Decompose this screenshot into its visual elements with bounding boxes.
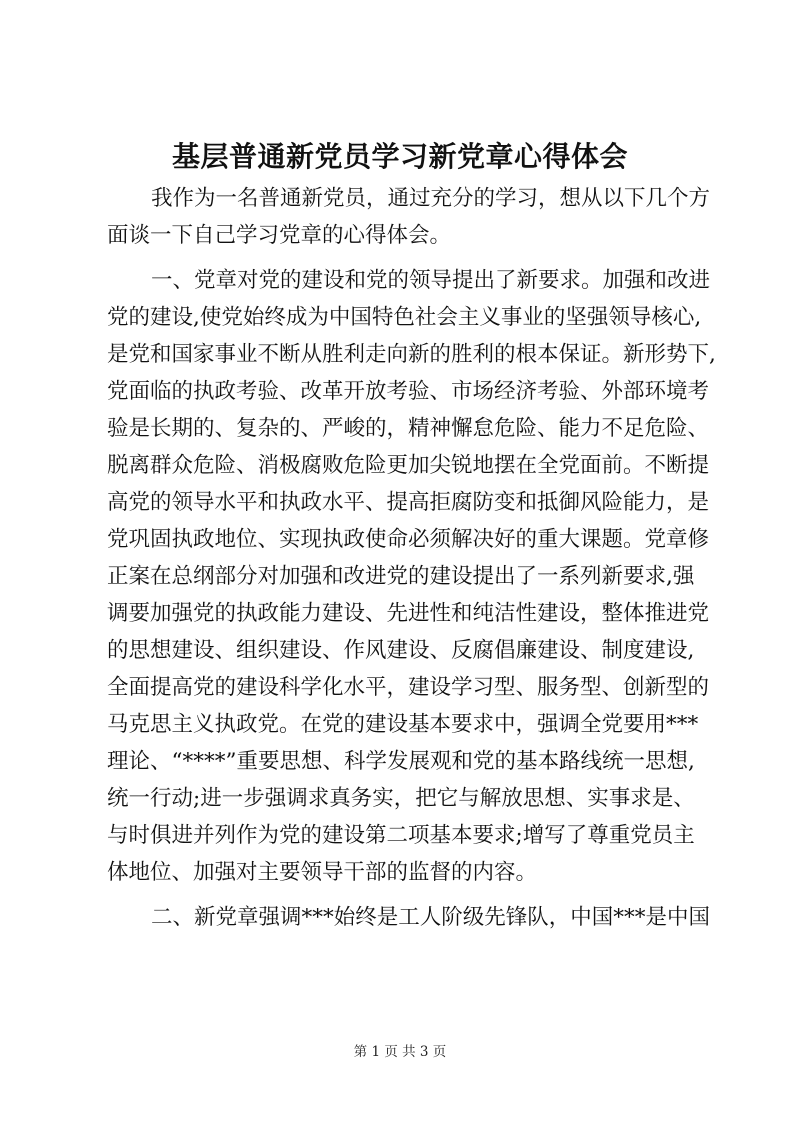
paragraph-2-line-14: 理论、“****”重要思想、科学发展观和党的基本路线统一思想, [107, 749, 695, 774]
paragraph-2-line-10: 调要加强党的执政能力建设、先进性和纯洁性建设，整体推进党 [107, 601, 710, 626]
paragraph-2-line-9: 正案在总纲部分对加强和改进党的建设提出了一系列新要求,强 [107, 564, 695, 589]
paragraph-2-line-3: 是党和国家事业不断从胜利走向新的胜利的根本保证。新形势下, [107, 342, 716, 367]
paragraph-3-line-1: 二、新党章强调***始终是工人阶级先锋队，中国***是中国 [151, 905, 711, 930]
paragraph-2-line-2: 党的建设,使党始终成为中国特色社会主义事业的坚强领导核心, [107, 305, 702, 330]
paragraph-2-line-7: 高党的领导水平和执政水平、提高拒腐防变和抵御风险能力，是 [107, 490, 710, 515]
paragraph-1-line-2: 面谈一下自己学习党章的心得体会。 [107, 223, 452, 248]
paragraph-2-line-17: 体地位、加强对主要领导干部的监督的内容。 [107, 860, 538, 885]
page-footer: 第 1 页 共 3 页 [353, 1044, 447, 1060]
paragraph-2-line-8: 党巩固执政地位、实现执政使命必须解决好的重大课题。党章修 [107, 527, 710, 552]
document-title: 基层普通新党员学习新党章心得体会 [171, 140, 628, 173]
paragraph-1-line-1: 我作为一名普通新党员，通过充分的学习，想从以下几个方 [151, 186, 711, 211]
paragraph-2-line-16: 与时俱进并列作为党的建设第二项基本要求;增写了尊重党员主 [107, 823, 695, 848]
paragraph-2-line-4: 党面临的执政考验、改革开放考验、市场经济考验、外部环境考 [107, 379, 710, 404]
paragraph-2-line-5: 验是长期的、复杂的、严峻的，精神懈怠危险、能力不足危险、 [107, 416, 710, 441]
paragraph-2-line-11: 的思想建设、组织建设、作风建设、反腐倡廉建设、制度建设, [107, 638, 695, 663]
paragraph-gap [107, 254, 707, 262]
paragraph-gap [107, 891, 707, 899]
paragraph-2-line-13: 马克思主义执政党。在党的建设基本要求中，强调全党要用*** [107, 712, 699, 737]
paragraph-2-line-6: 脱离群众危险、消极腐败危险更加尖锐地摆在全党面前。不断提 [107, 453, 710, 478]
paragraph-2-line-15: 统一行动;进一步强调求真务实，把它与解放思想、实事求是、 [107, 786, 695, 811]
paragraph-2-line-12: 全面提高党的建设科学化水平，建设学习型、服务型、创新型的 [107, 675, 710, 700]
document-body [107, 180, 716, 936]
paragraph-2-line-1: 一、党章对党的建设和党的领导提出了新要求。加强和改进 [151, 268, 711, 293]
